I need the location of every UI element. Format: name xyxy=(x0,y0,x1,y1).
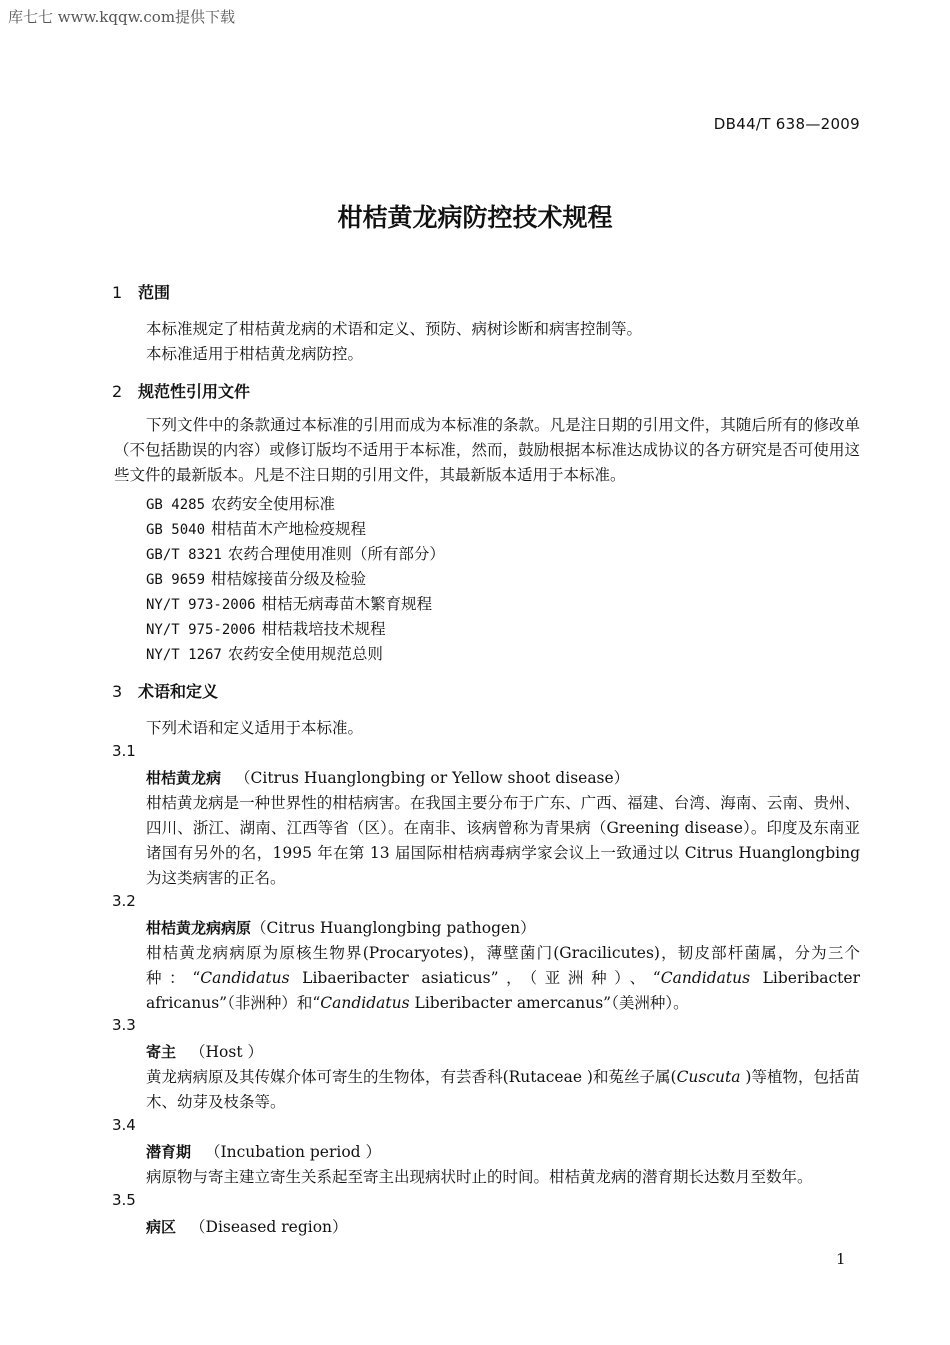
term-name-zh: 病区 xyxy=(146,1218,177,1236)
term-number: 3.5 xyxy=(112,1191,136,1209)
term-name-zh: 柑桔黄龙病病原 xyxy=(146,919,252,937)
reference-name: 柑桔栽培技术规程 xyxy=(261,620,386,638)
genus-name: Candidatus xyxy=(660,969,751,987)
definition-text: 黄龙病病原及其传媒介体可寄生的生物体，有芸香科(Rutaceae )和菟丝子属( xyxy=(146,1068,677,1086)
definition-text: Liberibacter amercanus”（美洲种）。 xyxy=(409,994,689,1012)
definition-text: 柑桔黄龙病病原为原核生物界(Procaryotes)，薄壁菌门(Gracilicutes)，韧皮部杆菌属，分为三个种： xyxy=(146,944,860,987)
section-3-heading xyxy=(112,679,218,702)
document-number: DB44/T 638—2009 xyxy=(713,115,860,133)
reference-code: GB 4285 xyxy=(146,497,206,513)
watermark-text: 库七七 www.kqqw.com提供下载 xyxy=(8,8,236,26)
reference-code: GB/T 8321 xyxy=(146,547,222,563)
term-name-zh: 潜育期 xyxy=(146,1143,192,1161)
section-number: 1 xyxy=(112,283,123,302)
reference-item xyxy=(146,492,335,514)
section-number: 2 xyxy=(112,382,123,401)
section-2-heading xyxy=(112,379,250,402)
term-heading xyxy=(146,1040,263,1062)
definition-text: Liberibacter africanus”（非洲种）和“ xyxy=(146,969,860,1012)
reference-code: NY/T 1267 xyxy=(146,647,222,663)
page-title: 柑桔黄龙病防控技术规程 xyxy=(337,203,613,232)
term-name-en: （Incubation period ） xyxy=(205,1143,382,1161)
term-heading xyxy=(146,1215,348,1237)
section-title: 范围 xyxy=(138,283,171,302)
section-title: 术语和定义 xyxy=(138,682,219,701)
term-number: 3.4 xyxy=(112,1116,136,1134)
reference-name: 农药安全使用标准 xyxy=(211,495,336,513)
reference-item xyxy=(146,592,432,614)
scope-line-1: 本标准规定了柑桔黄龙病的术语和定义、预防、病树诊断和病害控制等。 xyxy=(146,320,643,338)
term-number: 3.2 xyxy=(112,892,136,910)
reference-code: GB 5040 xyxy=(146,522,206,538)
reference-item xyxy=(146,642,383,664)
section-1-heading xyxy=(112,280,170,303)
terms-intro: 下列术语和定义适用于本标准。 xyxy=(146,719,364,737)
reference-item xyxy=(146,617,386,639)
term-number: 3.1 xyxy=(112,742,136,760)
reference-name: 柑桔苗木产地检疫规程 xyxy=(211,520,367,538)
definition-text: Libaeribacter asiaticus”，（亚洲种）、“ xyxy=(289,969,661,987)
term-definition: 病原物与寄主建立寄生关系起至寄主出现病状时止的时间。柑桔黄龙病的潜育期长达数月至数年。 xyxy=(146,1168,813,1186)
term-heading xyxy=(146,1140,381,1162)
term-definition xyxy=(146,1065,860,1115)
reference-item xyxy=(146,542,445,564)
reference-name: 柑桔嫁接苗分级及检验 xyxy=(211,570,367,588)
reference-code: NY/T 975-2006 xyxy=(146,622,256,638)
reference-code: GB 9659 xyxy=(146,572,206,588)
term-name-zh: 柑桔黄龙病 xyxy=(146,769,222,787)
term-name-en: （Diseased region） xyxy=(190,1218,348,1236)
term-name-zh: 寄主 xyxy=(146,1043,177,1061)
section-number: 3 xyxy=(112,682,123,701)
reference-item xyxy=(146,517,366,539)
section-title: 规范性引用文件 xyxy=(138,382,251,401)
definition-text: )等植物，包括苗木、幼芽及枝条等。 xyxy=(146,1068,860,1111)
page-number: 1 xyxy=(836,1250,846,1268)
genus-name: Candidatus xyxy=(320,994,410,1012)
reference-name: 柑桔无病毒苗木繁育规程 xyxy=(261,595,433,613)
reference-name: 农药合理使用准则（所有部分） xyxy=(227,545,445,563)
genus-name: Candidatus xyxy=(200,969,290,987)
scope-line-2: 本标准适用于柑桔黄龙病防控。 xyxy=(146,345,364,363)
references-intro-paragraph: 下列文件中的条款通过本标准的引用而成为本标准的条款。凡是注日期的引用文件，其随后所有的修改单（不包括勘误的内容）或修订版均不适用于本标准，然而，鼓励根据本标准达成协议的各方研究是否可使用这些文件的最新版本。凡是不注日期的引用文件，其最新版本适用于本标准。 xyxy=(114,416,860,484)
term-number: 3.3 xyxy=(112,1016,136,1034)
term-heading xyxy=(146,766,629,788)
term-definition xyxy=(146,941,860,1016)
term-definition: 柑桔黄龙病是一种世界性的柑桔病害。在我国主要分布于广东、广西、福建、台湾、海南、云南、贵州、四川、浙江、湖南、江西等省（区）。在南非、该病曾称为青果病（Greening disease）。印度及东南亚诸国有另外的名，1995 年在第 13 届国际柑桔病毒病学家会议上一致通过以 Citrus Huanglongbing 为这类病害的正名。 xyxy=(146,794,860,887)
definition-text: “ xyxy=(192,969,201,987)
term-name-en: （Citrus Huanglongbing or Yellow shoot disease） xyxy=(235,769,630,787)
term-name-en: （Citrus Huanglongbing pathogen） xyxy=(251,919,536,937)
reference-item xyxy=(146,567,366,589)
reference-code: NY/T 973-2006 xyxy=(146,597,256,613)
reference-name: 农药安全使用规范总则 xyxy=(227,645,383,663)
genus-name: Cuscuta xyxy=(676,1068,741,1086)
term-heading xyxy=(146,916,536,938)
term-name-en: （Host ） xyxy=(190,1043,263,1061)
